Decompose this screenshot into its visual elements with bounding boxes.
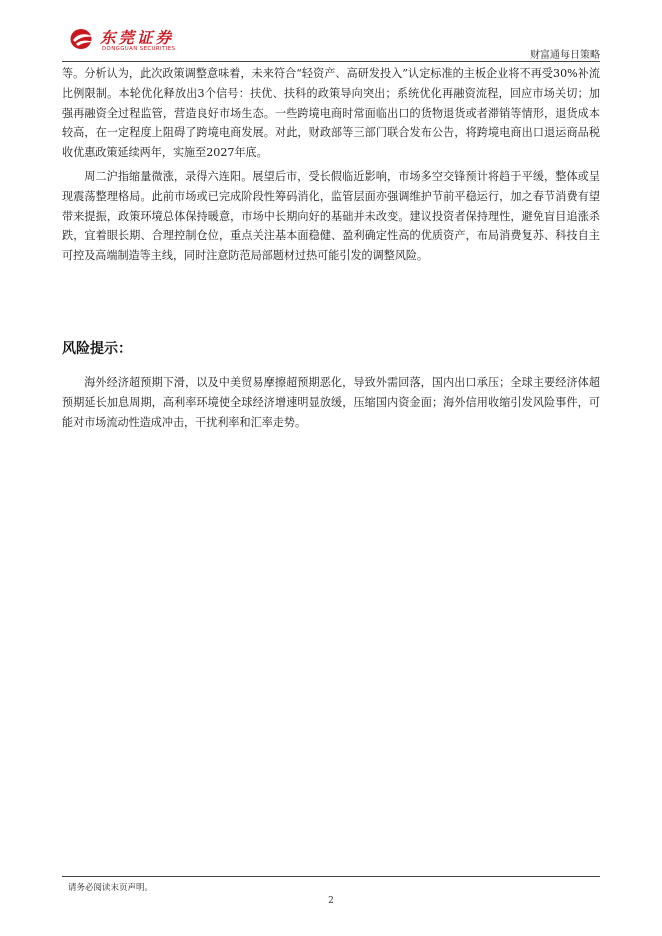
risk-section (62, 373, 600, 432)
logo-english-name: DONGGUAN SECURITIES (102, 46, 176, 52)
risk-paragraph: 海外经济超预期下滑，以及中美贸易摩擦超预期恶化，导致外需回落，国内出口承压；全球主要经济体超预期延长加息周期，高利率环境使全球经济增速明显放缓，压缩国内资金面；海外信用收缩引发风险事件，可能对市场流动性造成冲击，干扰利率和汇率走势。 (62, 376, 600, 429)
body-paragraph-1: 等。分析认为，此次政策调整意味着，未来符合“轻资产、高研发投入”认定标准的主板企业将不再受30%补流比例限制。本轮优化释放出3个信号：扶优、扶科的政策导向突出；系统优化再融资流程，回应市场关切；加强再融资全过程监管，营造良好市场生态。一些跨境电商时常面临出口的货物退货或者滞销等情形，退货成本较高，在一定程度上阻碍了跨境电商发展。对此，财政部等三部门联合发布公告，将跨境电商出口退运商品税收优惠政策延续两年，实施至2027年底。 (62, 67, 600, 160)
logo-mark-icon (70, 28, 96, 50)
footer-disclaimer: 请务必阅读末页声明。 (68, 883, 154, 893)
page-number: 2 (328, 896, 334, 906)
footer-divider (62, 876, 600, 877)
logo-chinese-name: 东莞证券 (100, 29, 175, 47)
company-logo (70, 26, 190, 56)
header-divider (62, 61, 600, 62)
page-header (0, 0, 662, 62)
risk-heading: 风险提示： (62, 341, 132, 357)
report-name: 财富通每日策略 (530, 50, 600, 61)
body-paragraph-2: 周二沪指缩量微涨，录得六连阳。展望后市，受长假临近影响，市场多空交锋预计将趋于平缓，整体或呈现震荡整理格局。此前市场或已完成阶段性筹码消化，监管层面亦强调维护节前平稳运行，加之春节消费有望带来提振，政策环境总体保持暖意，市场中长期向好的基础并未改变。建议投资者保持理性，避免盲目追涨杀跌，宜着眼长期、合理控制仓位，重点关注基本面稳健、盈利确定性高的优质资产，布局消费复苏、科技自主可控及高端制造等主线，同时注意防范局部题材过热可能引发的调整风险。 (62, 169, 600, 263)
main-content (62, 64, 600, 266)
